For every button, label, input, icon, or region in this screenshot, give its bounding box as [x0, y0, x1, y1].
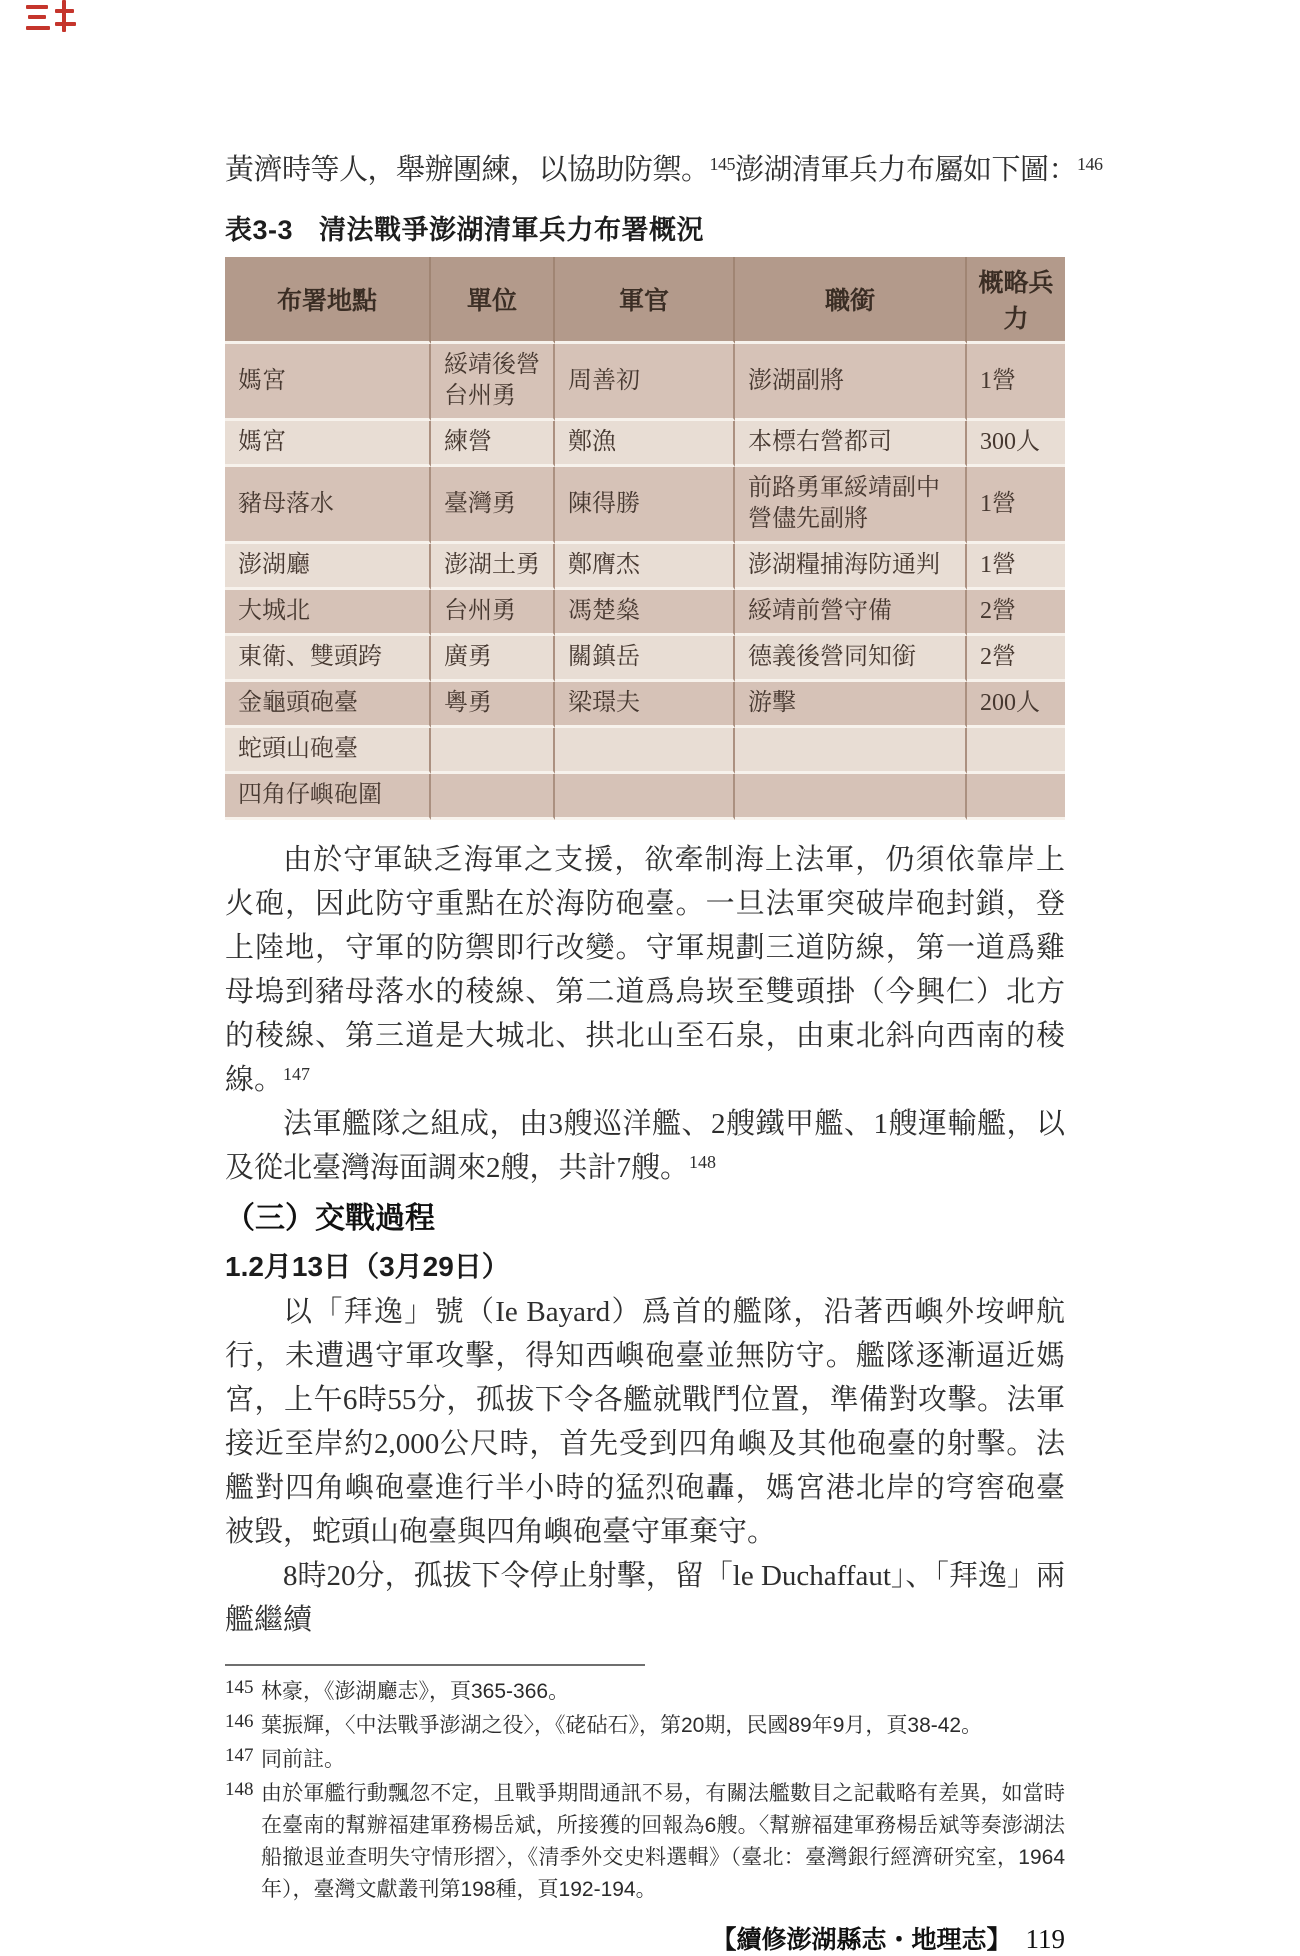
footnote-number: 147	[225, 1745, 254, 1766]
deployment-table	[225, 257, 1065, 820]
paragraph-defense-text: 由於守軍缺乏海軍之支援，欲牽制海上法軍，仍須依靠岸上火砲，因此防守重點在於海防砲臺。一旦法軍突破岸砲封鎖，登上陸地，守軍的防禦即行改變。守軍規劃三道防線，第一道爲雞母塢到豬母落水的稜線、第二道爲烏崁至雙頭掛（今興仁）北方的稜線、第三道是大城北、拱北山至石泉，由東北斜向西南的稜線。	[225, 844, 1065, 1096]
paragraph-fleet	[225, 1102, 1065, 1190]
paragraph-battle: 以「拜逸」號（Ie Bayard）爲首的艦隊，沿著西嶼外垵岬航行，未遭遇守軍攻擊，得知西嶼砲臺並無防守。艦隊逐漸逼近媽宮，上午6時55分，孤拔下令各艦就戰鬥位置，準備對攻擊。法軍接近至岸約2,000公尺時，首先受到四角嶼及其他砲臺的射擊。法艦對四角嶼砲臺進行半小時的猛烈砲轟，媽宮港北岸的穹窖砲臺被毀，蛇頭山砲臺與四角嶼砲臺守軍棄守。	[225, 1296, 1065, 1548]
footnote-ref-148: 148	[689, 1152, 717, 1172]
table-header-row	[225, 257, 1065, 344]
table-cell	[735, 774, 967, 820]
footnote-text: 葉振輝，〈中法戰爭澎湖之役〉，《硓砧石》，第20期，民國89年9月，頁38-42。	[261, 1714, 983, 1737]
table-cell	[735, 728, 967, 774]
table-number-label: 表3-3	[225, 215, 294, 245]
page-footer	[225, 1920, 1065, 1956]
table-row	[225, 544, 1065, 590]
table-cell: 金龜頭砲臺	[225, 682, 431, 728]
footnote-text: 同前註。	[261, 1748, 345, 1771]
table-cell: 300人	[967, 421, 1065, 467]
column-header: 概略兵力	[967, 257, 1065, 344]
table-cell: 綏靖後營台州勇	[431, 344, 555, 421]
table-row	[225, 421, 1065, 467]
table-cell: 廣勇	[431, 636, 555, 682]
table-row	[225, 682, 1065, 728]
table-cell: 媽宮	[225, 421, 431, 467]
table-cell: 馮楚燊	[555, 590, 735, 636]
table-cell: 梁璟夫	[555, 682, 735, 728]
table-cell: 澎湖土勇	[431, 544, 555, 590]
column-header: 布署地點	[225, 257, 431, 344]
table-row	[225, 774, 1065, 820]
table-cell: 台州勇	[431, 590, 555, 636]
table-cell	[967, 728, 1065, 774]
table-cell: 1營	[967, 467, 1065, 544]
table-row	[225, 344, 1065, 421]
sub-heading: 1.2月13日（3月29日）	[225, 1251, 510, 1282]
table-cell: 澎湖糧捕海防通判	[735, 544, 967, 590]
footnote-item	[225, 1744, 1065, 1776]
table-body	[225, 344, 1065, 820]
table-cell	[555, 728, 735, 774]
table-cell: 1營	[967, 544, 1065, 590]
table-cell: 四角仔嶼砲圍	[225, 774, 431, 820]
paragraph-defense	[225, 838, 1065, 1102]
table-cell: 練營	[431, 421, 555, 467]
table-cell: 2營	[967, 590, 1065, 636]
footnote-number: 148	[225, 1779, 254, 1800]
table-row	[225, 590, 1065, 636]
table-cell: 粵勇	[431, 682, 555, 728]
table-cell: 豬母落水	[225, 467, 431, 544]
footnote-item	[225, 1676, 1065, 1708]
table-cell: 德義後營同知銜	[735, 636, 967, 682]
footnote-item	[225, 1710, 1065, 1742]
table-cell: 媽宮	[225, 344, 431, 421]
table-row	[225, 467, 1065, 544]
table-cell: 東衛、雙頭跨	[225, 636, 431, 682]
table-cell: 1營	[967, 344, 1065, 421]
paragraph-ceasefire: 8時20分，孤拔下令停止射擊，留「le Duchaffaut」、「拜逸」兩艦繼續	[225, 1560, 1065, 1636]
table-cell: 鄭漁	[555, 421, 735, 467]
table-cell: 前路勇軍綏靖副中營儘先副將	[735, 467, 967, 544]
intro-text-1: 黃濟時等人，舉辦團練，以協助防禦。	[225, 154, 710, 186]
body-text	[225, 838, 1065, 1642]
table-cell	[967, 774, 1065, 820]
column-header: 單位	[431, 257, 555, 344]
page-number: 119	[1025, 1924, 1065, 1954]
table-cell: 大城北	[225, 590, 431, 636]
table-cell: 關鎮岳	[555, 636, 735, 682]
intro-paragraph	[225, 148, 1103, 192]
table-cell	[431, 774, 555, 820]
table-cell	[555, 774, 735, 820]
table-cell: 本標右營都司	[735, 421, 967, 467]
footnote-item	[225, 1778, 1065, 1906]
table-row	[225, 636, 1065, 682]
book-title: 【續修澎湖縣志・地理志】	[711, 1926, 1012, 1954]
table-cell: 綏靖前營守備	[735, 590, 967, 636]
paragraph-fleet-text: 法軍艦隊之組成，由3艘巡洋艦、2艘鐵甲艦、1艘運輸艦，以及從北臺灣海面調來2艘，共計7艘。	[225, 1108, 1065, 1184]
table-cell: 陳得勝	[555, 467, 735, 544]
table-cell: 澎湖廳	[225, 544, 431, 590]
table-cell	[431, 728, 555, 774]
red-artifact	[26, 0, 86, 46]
table-title-text: 清法戰爭澎湖清軍兵力布署概況	[319, 215, 705, 245]
footnote-separator	[225, 1664, 645, 1666]
table-cell: 蛇頭山砲臺	[225, 728, 431, 774]
table-cell: 澎湖副將	[735, 344, 967, 421]
column-header: 職銜	[735, 257, 967, 344]
footnote-ref-147: 147	[283, 1064, 311, 1084]
footnote-number: 146	[225, 1711, 254, 1732]
table-row	[225, 728, 1065, 774]
footnotes-section	[225, 1676, 1065, 1906]
table-cell: 周善初	[555, 344, 735, 421]
column-header: 軍官	[555, 257, 735, 344]
footnote-ref-146: 146	[1077, 154, 1103, 174]
footnote-ref-145: 145	[709, 154, 736, 174]
footnote-number: 145	[225, 1677, 254, 1698]
table-cell: 臺灣勇	[431, 467, 555, 544]
intro-text-2: 澎湖清軍兵力布屬如下圖：	[735, 154, 1078, 186]
table-cell: 游擊	[735, 682, 967, 728]
table-cell: 2營	[967, 636, 1065, 682]
table-cell: 鄭膺杰	[555, 544, 735, 590]
table-title	[225, 208, 1065, 247]
page-content	[225, 148, 1103, 1956]
table-cell: 200人	[967, 682, 1065, 728]
footnote-text: 林豪，《澎湖廳志》，頁365-366。	[261, 1680, 570, 1703]
footnote-text: 由於軍艦行動飄忽不定，且戰爭期間通訊不易，有關法艦數目之記載略有差異，如當時在臺南的幫辦福建軍務楊岳斌，所接獲的回報為6艘。〈幫辦福建軍務楊岳斌等奏澎湖法船撤退並查明失守情形摺〉，《清季外交史料選輯》（臺北：臺灣銀行經濟研究室，1964年），臺灣文獻叢刊第198種，頁192-194。	[261, 1782, 1065, 1901]
section-heading: （三）交戰過程	[225, 1202, 435, 1235]
